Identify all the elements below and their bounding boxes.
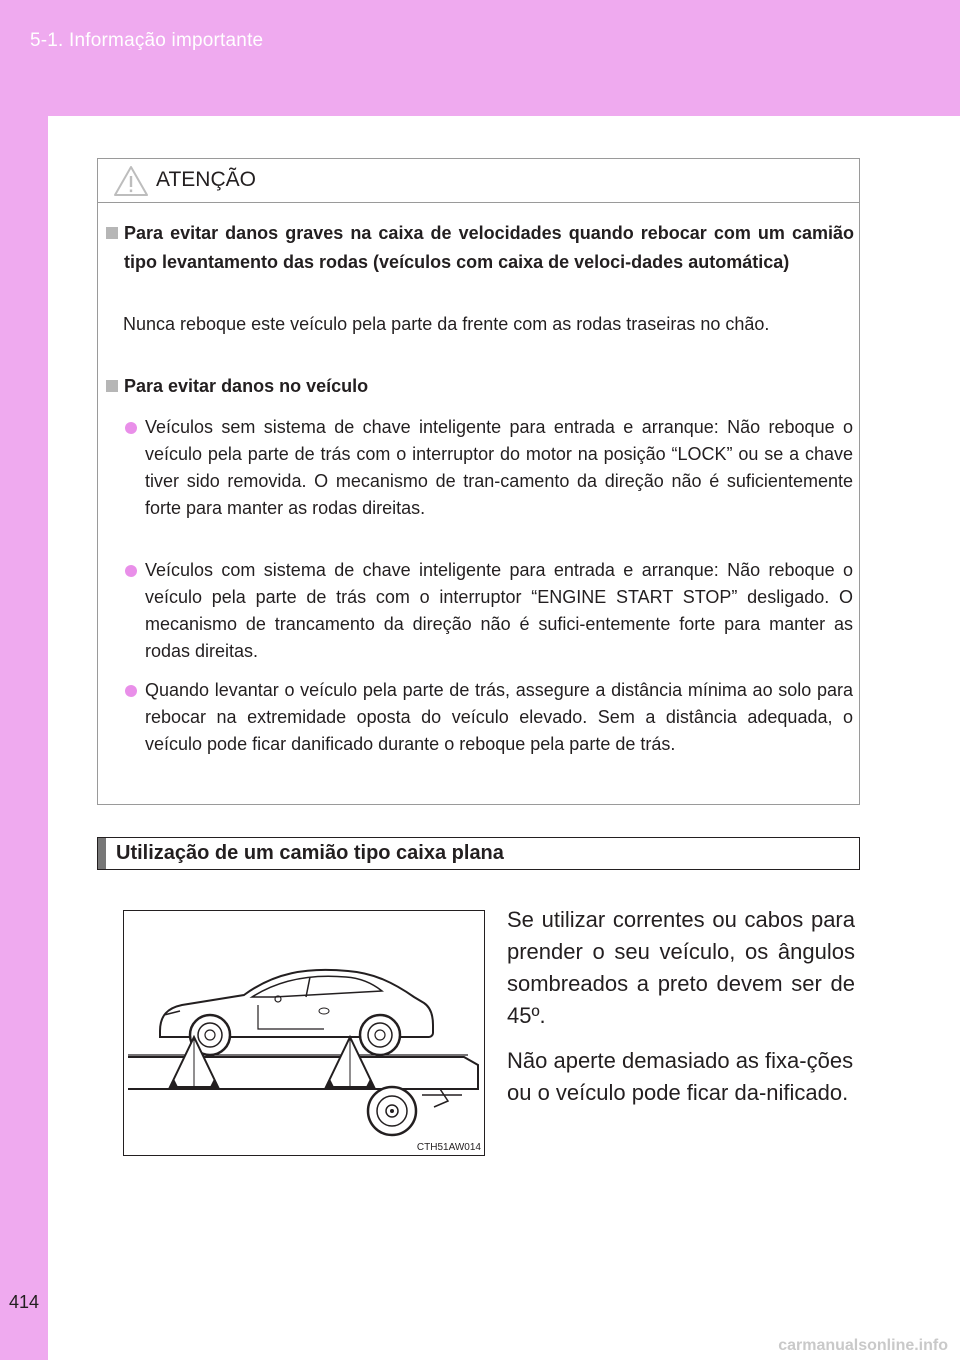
bullet-dot-icon xyxy=(125,685,137,697)
warning-header xyxy=(98,159,859,203)
heading-square-icon xyxy=(106,227,118,239)
body-paragraph-1: Se utilizar correntes ou cabos para prender o seu veículo, os ângulos sombreados a preto devem ser de 45º. xyxy=(507,907,855,1028)
warning-bullet-3: Quando levantar o veículo pela parte de trás, assegure a distância mínima ao solo para rebocar na extremidade oposta do veículo elevado. Sem a distância adequada, o veículo pode ficar danificado durante o reboque pela parte de trás. xyxy=(125,677,853,758)
section-tab xyxy=(98,838,106,869)
car-on-flatbed-drawing xyxy=(124,911,484,1155)
section-title: 5-1. Informação importante xyxy=(30,30,264,51)
section-heading-bar xyxy=(97,837,860,870)
flatbed-truck-illustration xyxy=(123,910,485,1156)
warning-title: ATENÇÃO xyxy=(156,168,256,191)
warning-heading-2: Para evitar danos no veículo xyxy=(106,372,854,401)
section-heading: Utilização de um camião tipo caixa plana xyxy=(116,842,504,864)
bullet-dot-icon xyxy=(125,565,137,577)
watermark: carmanualsonline.info xyxy=(778,1337,948,1354)
header-band xyxy=(0,0,960,116)
side-band xyxy=(0,116,48,1360)
body-paragraph-2: Não aperte demasiado as fixa-ções ou o veículo pode ficar da-nificado. xyxy=(507,1048,854,1105)
warning-box xyxy=(97,158,860,805)
heading-square-icon xyxy=(106,380,118,392)
page-number: 414 xyxy=(8,1292,40,1312)
warning-bullet-1: Veículos sem sistema de chave inteligente para entrada e arranque: Não reboque o veículo pela parte de trás com o interruptor do motor na posição “LOCK” ou se a chave tiver sido removida. O mecanismo de tran-camento da direção não é suficientemente forte para manter as rodas direitas. xyxy=(125,414,853,522)
warning-bullet-2: Veículos com sistema de chave inteligente para entrada e arranque: Não reboque o veículo pela parte de trás com o interruptor “ENGINE START STOP” desligado. O mecanismo de trancamento da direção não é sufici-entemente forte para manter as rodas direitas. xyxy=(125,557,853,665)
warning-heading-1: Para evitar danos graves na caixa de velocidades quando rebocar com um camião tipo levantamento das rodas (veículos com caixa de veloci-dades automática) xyxy=(106,219,854,277)
warning-triangle-icon xyxy=(113,165,149,197)
figure-code: CTH51AW014 xyxy=(416,1142,481,1153)
warning-paragraph-1: Nunca reboque este veículo pela parte da frente com as rodas traseiras no chão. xyxy=(123,314,770,334)
bullet-dot-icon xyxy=(125,422,137,434)
